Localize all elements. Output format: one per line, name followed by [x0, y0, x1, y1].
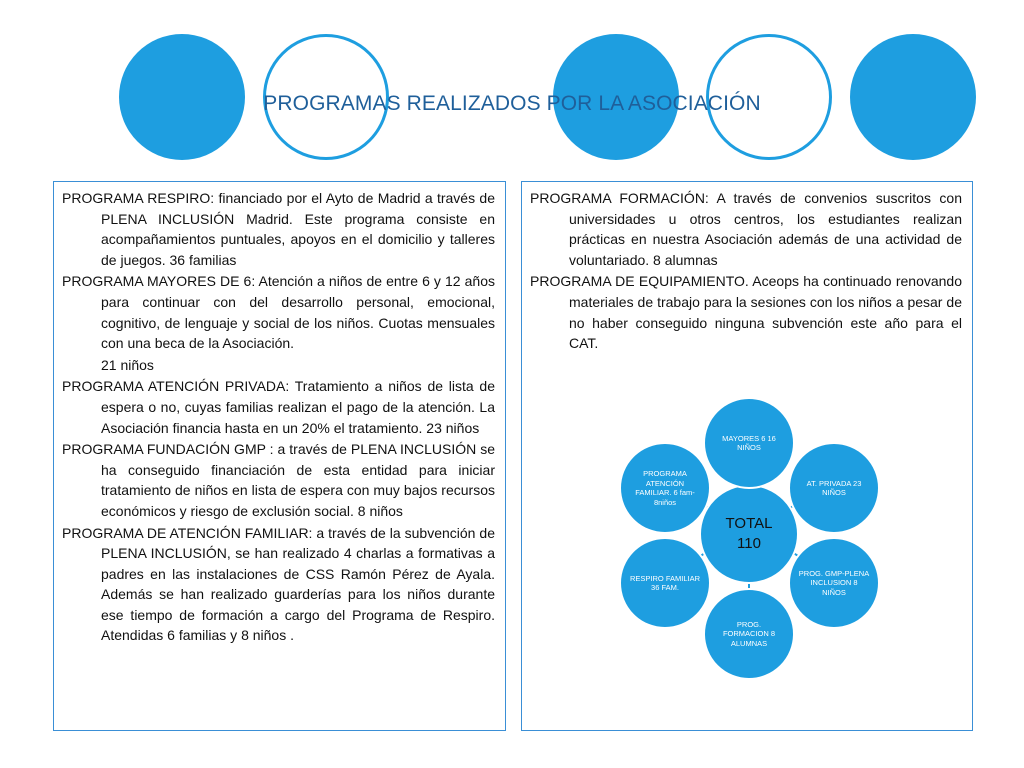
program-formacion: PROGRAMA FORMACIÓN: A través de convenios suscritos con universidades u otros centros, los estudiantes realizan prácticas en nuestra Asociación además de una actividad de voluntariado. 8 alumnas — [530, 190, 962, 268]
radial-diagram — [522, 402, 972, 732]
program-mayores-count: 21 niños — [101, 356, 154, 373]
program-respiro: PROGRAMA RESPIRO: financiado por el Ayto de Madrid a través de PLENA INCLUSIÓN Madrid. Este programa consiste en acompañamientos puntuales, apoyos en el domicilio y talleres de juegos. 36 familias — [62, 190, 495, 268]
diagram-node-formacion: PROG. FORMACION 8 ALUMNAS — [703, 588, 795, 680]
program-atencion-familiar: PROGRAMA DE ATENCIÓN FAMILIAR: a través de la subvención de PLENA INCLUSIÓN, se han realizado 4 charlas a formativas a padres en las instalaciones de CSS Ramón Pérez de Ayala. Además se han realizado guarderías para los niños durante ese tiempo de formación a cargo del Programa de Respiro. Atendidas 6 familias y 8 niños . — [62, 524, 495, 644]
diagram-node-at-privada: AT. PRIVADA 23 NIÑOS — [788, 442, 880, 534]
page-title: PROGRAMAS REALIZADOS POR LA ASOCIACIÓN — [263, 92, 761, 115]
diagram-node-respiro: RESPIRO FAMILIAR 36 FAM. — [619, 537, 711, 629]
program-fundacion-gmp: PROGRAMA FUNDACIÓN GMP : a través de PLENA INCLUSIÓN se ha conseguido financiación de esta entidad para iniciar tratamiento de niños en lista de espera con muy bajos recursos económicos y riesgo de exclusión social. 8 niños — [62, 441, 495, 519]
diagram-node-gmp: PROG. GMP-PLENA INCLUSION 8 NIÑOS — [788, 537, 880, 629]
left-panel — [53, 181, 506, 731]
diagram-node-mayores: MAYORES 6 16 NIÑOS — [703, 397, 795, 489]
program-equipamiento: PROGRAMA DE EQUIPAMIENTO. Aceops ha continuado renovando materiales de trabajo para la sesiones con los niños a pesar de no haber conseguido ninguna subvención este año para el CAT. — [530, 273, 962, 352]
diagram-node-atencion-familiar: PROGRAMA ATENCIÓN FAMILIAR. 6 fam-8niños — [619, 442, 711, 534]
program-mayores: PROGRAMA MAYORES DE 6: Atención a niños de entre 6 y 12 años para continuar con del desarrollo personal, emocional, cognitivo, de lenguaje y social de los niños. Cuotas mensuales con una beca de la Asociación. — [62, 273, 495, 352]
program-atencion-privada: PROGRAMA ATENCIÓN PRIVADA: Tratamiento a niños de lista de espera o no, cuyas familias realizan el pago de la atención. La Asociación financia hasta en un 20% el tratamiento. 23 niños — [62, 378, 495, 436]
diagram-center-node: TOTAL 110 — [699, 484, 799, 584]
right-panel — [521, 181, 973, 731]
